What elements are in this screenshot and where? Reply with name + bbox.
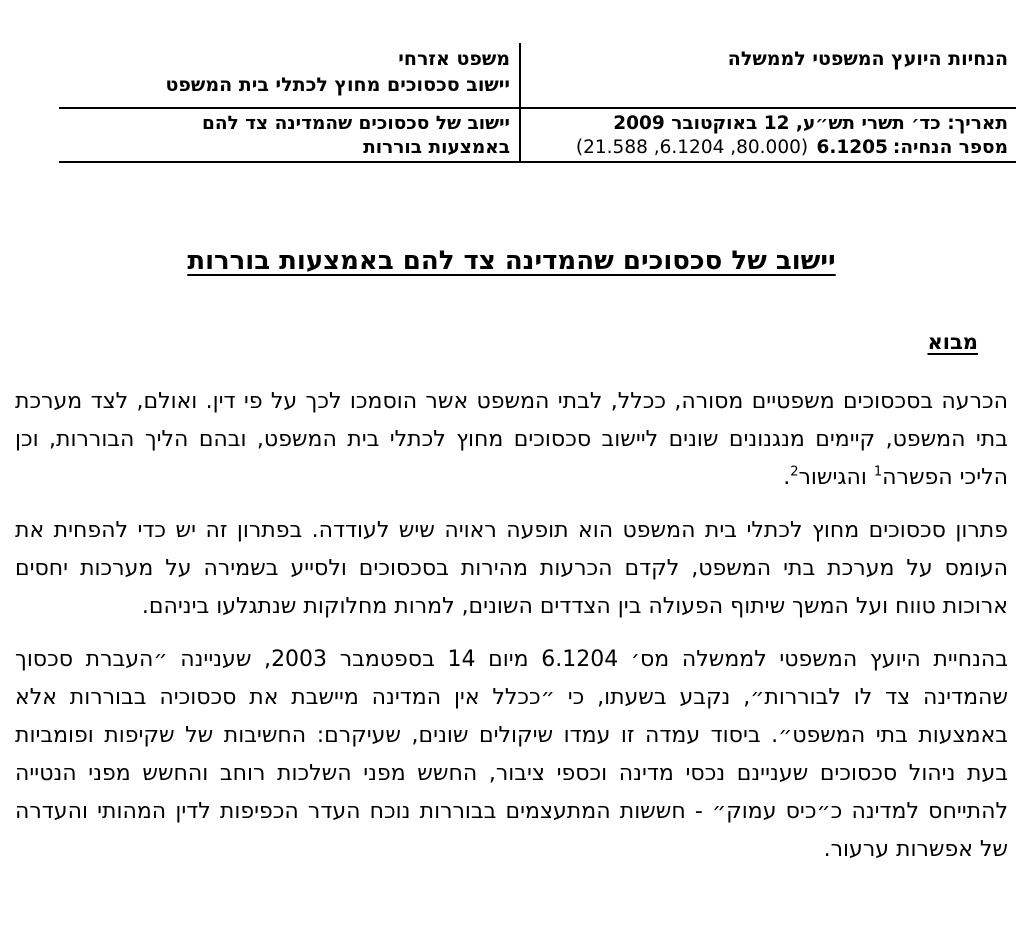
guideline-number-refs: (80.000, 6.1204, 21.588) (575, 137, 809, 158)
page-title: יישוב של סכסוכים שהמדינה צד להם באמצעות בוררות (187, 246, 836, 276)
category-label: משפט אזרחי (398, 48, 510, 70)
paragraph-3: בהנחיית היועץ המשפטי לממשלה מס׳ 6.1204 מיום 14 בספטמבר 2003, שעניינה ״העברת סכסוך שהמדינה צד לו לבוררות״, נקבע בשעתו, כי ״ככלל אין המדינה מיישבת את סכסוכיה בבוררות אלא באמצעות בתי המשפט״. ביסוד עמדה זו עמדו שיקולים שונים, שעיקרם: החשיבות של שקיפות ופומביות בעת ניהול סכסוכים שעניינם נכסי מדינה וכספי ציבור, החשש מפני השלכות רוחב והחשש מפני הנטייה להתייחס למדינה כ״כיס עמוק״ - חששות המתעצמים בבוררות נוכח העדר הכפיפות לדין המהותי והעדרה של אפשרות ערעור. (15, 647, 1008, 862)
footnote-ref-2: 2 (790, 464, 799, 480)
header-category-cell (59, 43, 519, 107)
guideline-number-value: 6.1205 (816, 137, 888, 158)
guideline-number-prefix: מספר הנחיה: (892, 137, 1008, 158)
guideline-date: תאריך: כד׳ תשרי תש״ע, 12 באוקטובר 2009 (613, 113, 1008, 134)
header-org-cell (519, 43, 1016, 107)
header-topic-cell (59, 109, 519, 161)
footnote-ref-1: 1 (873, 464, 883, 480)
paragraph-1-text-a: הכרעה בסכסוכים משפטיים מסורה, ככלל, לבתי המשפט אשר הוסמכו לכך על פי דין. ואולם, לצד מערכת בתי המשפט, קיימים מנגנונים שונים ליישוב סכסוכים מחוץ לכתלי בית המשפט, ובהם הליך הבוררות, וכן הליכי הפשרה (15, 389, 1008, 490)
paragraph-1 (15, 383, 1008, 497)
topic-line1: יישוב של סכסוכים שהמדינה צד להם (201, 113, 510, 134)
header-row-bottom (59, 109, 1016, 161)
section-heading-intro: מבוא (927, 330, 978, 354)
header-row-top (59, 43, 1016, 109)
guideline-number-line (531, 136, 1008, 160)
document-body (0, 163, 1024, 869)
topic-line2: באמצעות בוררות (363, 137, 510, 158)
paragraph-1-text-c: . (783, 465, 791, 490)
guideline-header (59, 43, 1016, 163)
paragraph-2: פתרון סכסוכים מחוץ לכתלי בית המשפט הוא תופעה ראויה שיש לעודדה. בפתרון זה יש כדי להפחית את העומס על מערכת בתי המשפט, לקדם הכרעות מהירות בסכסוכים ולסייע בשמירה על מערכות יחסים ארוכות טווח ועל המשך שיתוף הפעולה בין הצדדים השונים, למרות מחלוקות שנתגלעו ביניהם. (15, 518, 1008, 619)
paragraph-1-text-b: והגישור (798, 465, 874, 490)
header-meta-cell (519, 109, 1016, 161)
subcategory-label: יישוב סכסוכים מחוץ לכתלי בית המשפט (165, 74, 510, 96)
org-title: הנחיות היועץ המשפטי לממשלה (727, 48, 1008, 70)
